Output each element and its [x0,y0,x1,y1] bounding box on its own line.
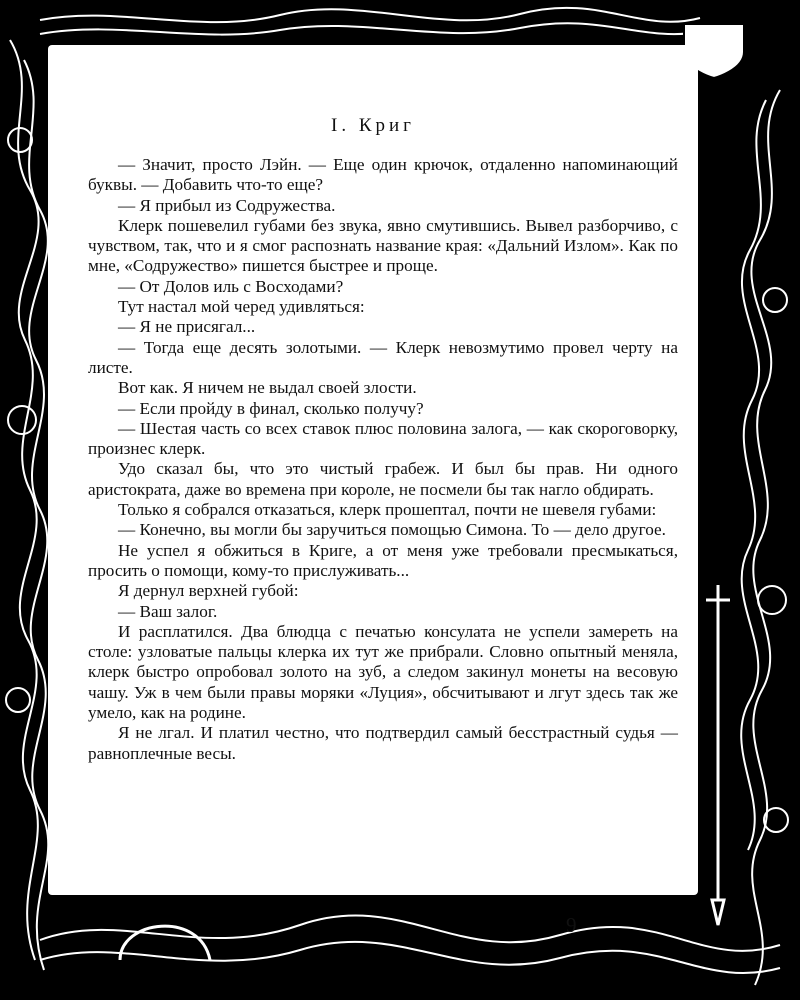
paragraph: Я не лгал. И платил честно, что подтвердил самый бесстрастный судья — равноплечные весы. [88,723,678,763]
body-text [88,155,678,764]
page-number: 9 [566,913,577,937]
paragraph: Я дернул верхней губой: [118,581,299,601]
paragraph: — Я не присягал... [118,317,256,337]
paragraph: И расплатился. Два блюдца с печатью консулата не успели замереть на столе: узловатые пальцы клерка их тут же прибрали. Словно опытный меняла, клерк быстро опробовал золото на зуб, а следом закинул монеты на весовую чашу. Уж в чем были правы моряки «Луция», обсчитывают и лгут здесь так же умело, как на родине. [88,621,678,723]
paragraph: Удо сказал бы, что это чистый грабеж. И был бы прав. Ни одного аристократа, даже во времена при короле, не посмели бы так нагло обдирать. [88,459,678,499]
paragraph: — От Долов иль с Восходами? [118,276,344,296]
paragraph: Не успел я обжиться в Криге, а от меня уже требовали пресмыкаться, просить о помощи, кому-то прислуживать... [88,540,678,580]
paragraph: — Конечно, вы могли бы заручиться помощью Симона. То — дело другое. [118,520,666,540]
paragraph: — Тогда еще десять золотыми. — Клерк невозмутимо провел черту на листе. [88,337,678,377]
paragraph: Только я собрался отказаться, клерк прошептал, почти не шевеля губами: [118,500,657,520]
paragraph: Клерк пошевелил губами без звука, явно смутившись. Вывел разборчиво, с чувством, так, что и я смог распознать название края: «Дальний Излом». Как по мне, «Содружество» пишется быстрее и проще. [88,215,678,276]
paragraph: — Значит, просто Лэйн. — Еще один крючок, отдаленно напоминающий буквы. — Добавить что-то еще? [88,155,678,195]
paragraph: — Если пройду в финал, сколько получу? [118,398,424,418]
paragraph: Вот как. Я ничем не выдал своей злости. [118,378,417,398]
paragraph: — Шестая часть со всех ставок плюс половина залога, — как скороговорку, произнес клерк. [88,418,678,459]
chapter-title: I. Криг [331,115,415,136]
paragraph: — Я прибыл из Содружества. [118,195,336,215]
paragraph: Тут настал мой черед удивляться: [118,297,365,317]
paragraph: — Ваш залог. [118,601,218,621]
page [48,45,698,895]
